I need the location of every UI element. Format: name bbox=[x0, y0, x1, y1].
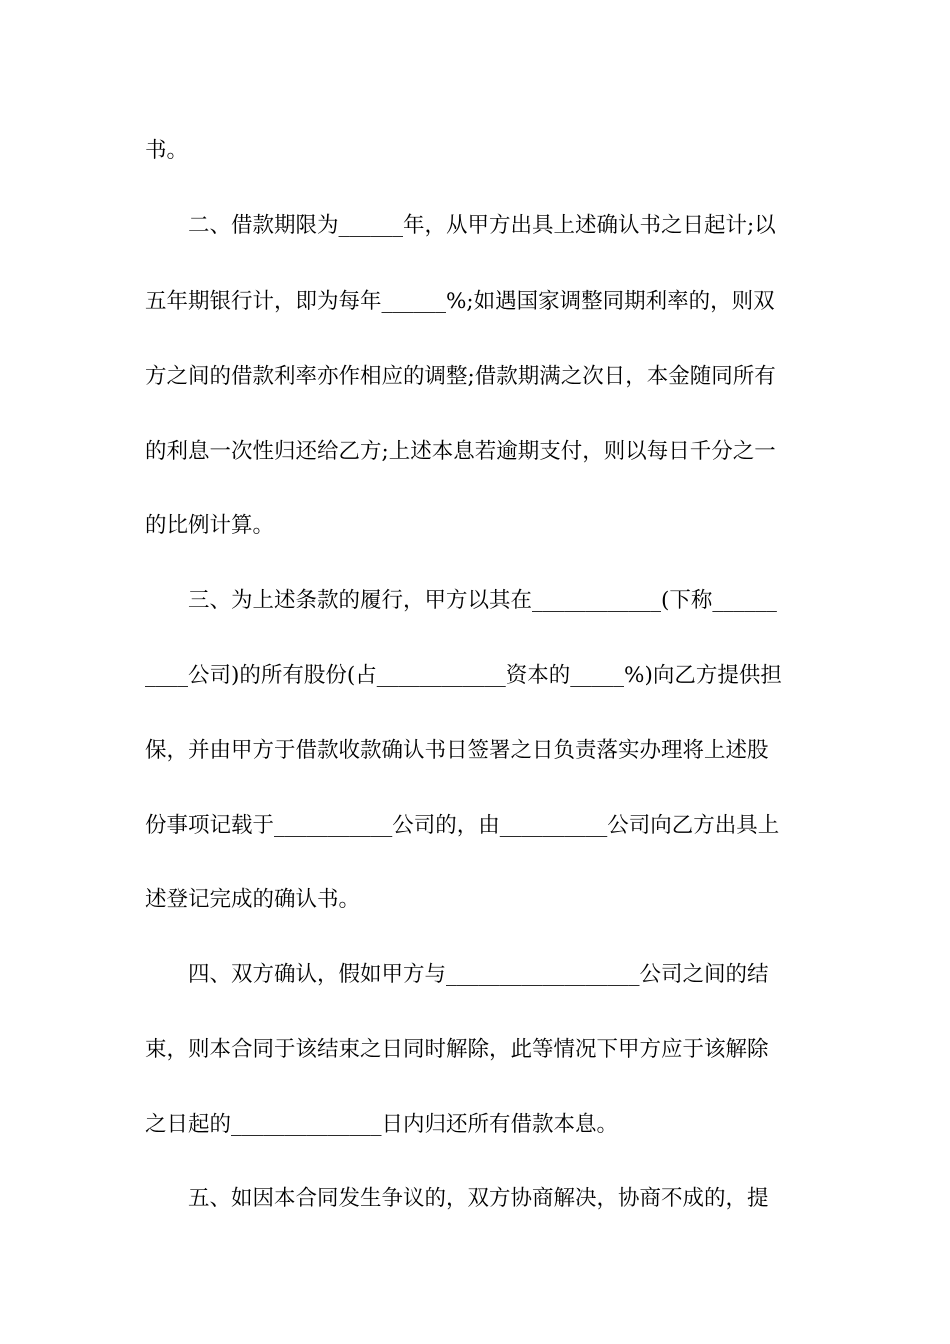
text-line-11: 述登记完成的确认书。 bbox=[145, 887, 361, 912]
text-line-14: 之日起的______________日内归还所有借款本息。 bbox=[145, 1112, 619, 1137]
text-line-12: 四、双方确认，假如甲方与__________________公司之间的结 bbox=[145, 962, 769, 987]
text-line-8: ____公司)的所有股份(占____________资本的_____%)向乙方提供担 bbox=[145, 663, 782, 688]
text-line-10: 份事项记载于___________公司的，由__________公司向乙方出具上 bbox=[145, 813, 780, 838]
text-line-3: 五年期银行计，即为每年______%;如遇国家调整同期利率的，则双 bbox=[145, 289, 775, 314]
text-line-15: 五、如因本合同发生争议的，双方协商解决，协商不成的，提 bbox=[145, 1186, 769, 1211]
text-line-6: 的比例计算。 bbox=[145, 513, 275, 538]
text-line-4: 方之间的借款利率亦作相应的调整;借款期满之次日，本金随同所有 bbox=[145, 364, 776, 389]
text-line-5: 的利息一次性归还给乙方;上述本息若逾期支付，则以每日千分之一 bbox=[145, 439, 776, 464]
text-line-1: 书。 bbox=[145, 138, 189, 163]
text-line-2: 二、借款期限为______年，从甲方出具上述确认书之日起计;以 bbox=[145, 213, 776, 238]
text-line-13: 束，则本合同于该结束之日同时解除，此等情况下甲方应于该解除 bbox=[145, 1037, 769, 1062]
text-line-9: 保，并由甲方于借款收款确认书日签署之日负责落实办理将上述股 bbox=[145, 738, 769, 763]
text-line-7: 三、为上述条款的履行，甲方以其在____________(下称______ bbox=[145, 588, 777, 613]
